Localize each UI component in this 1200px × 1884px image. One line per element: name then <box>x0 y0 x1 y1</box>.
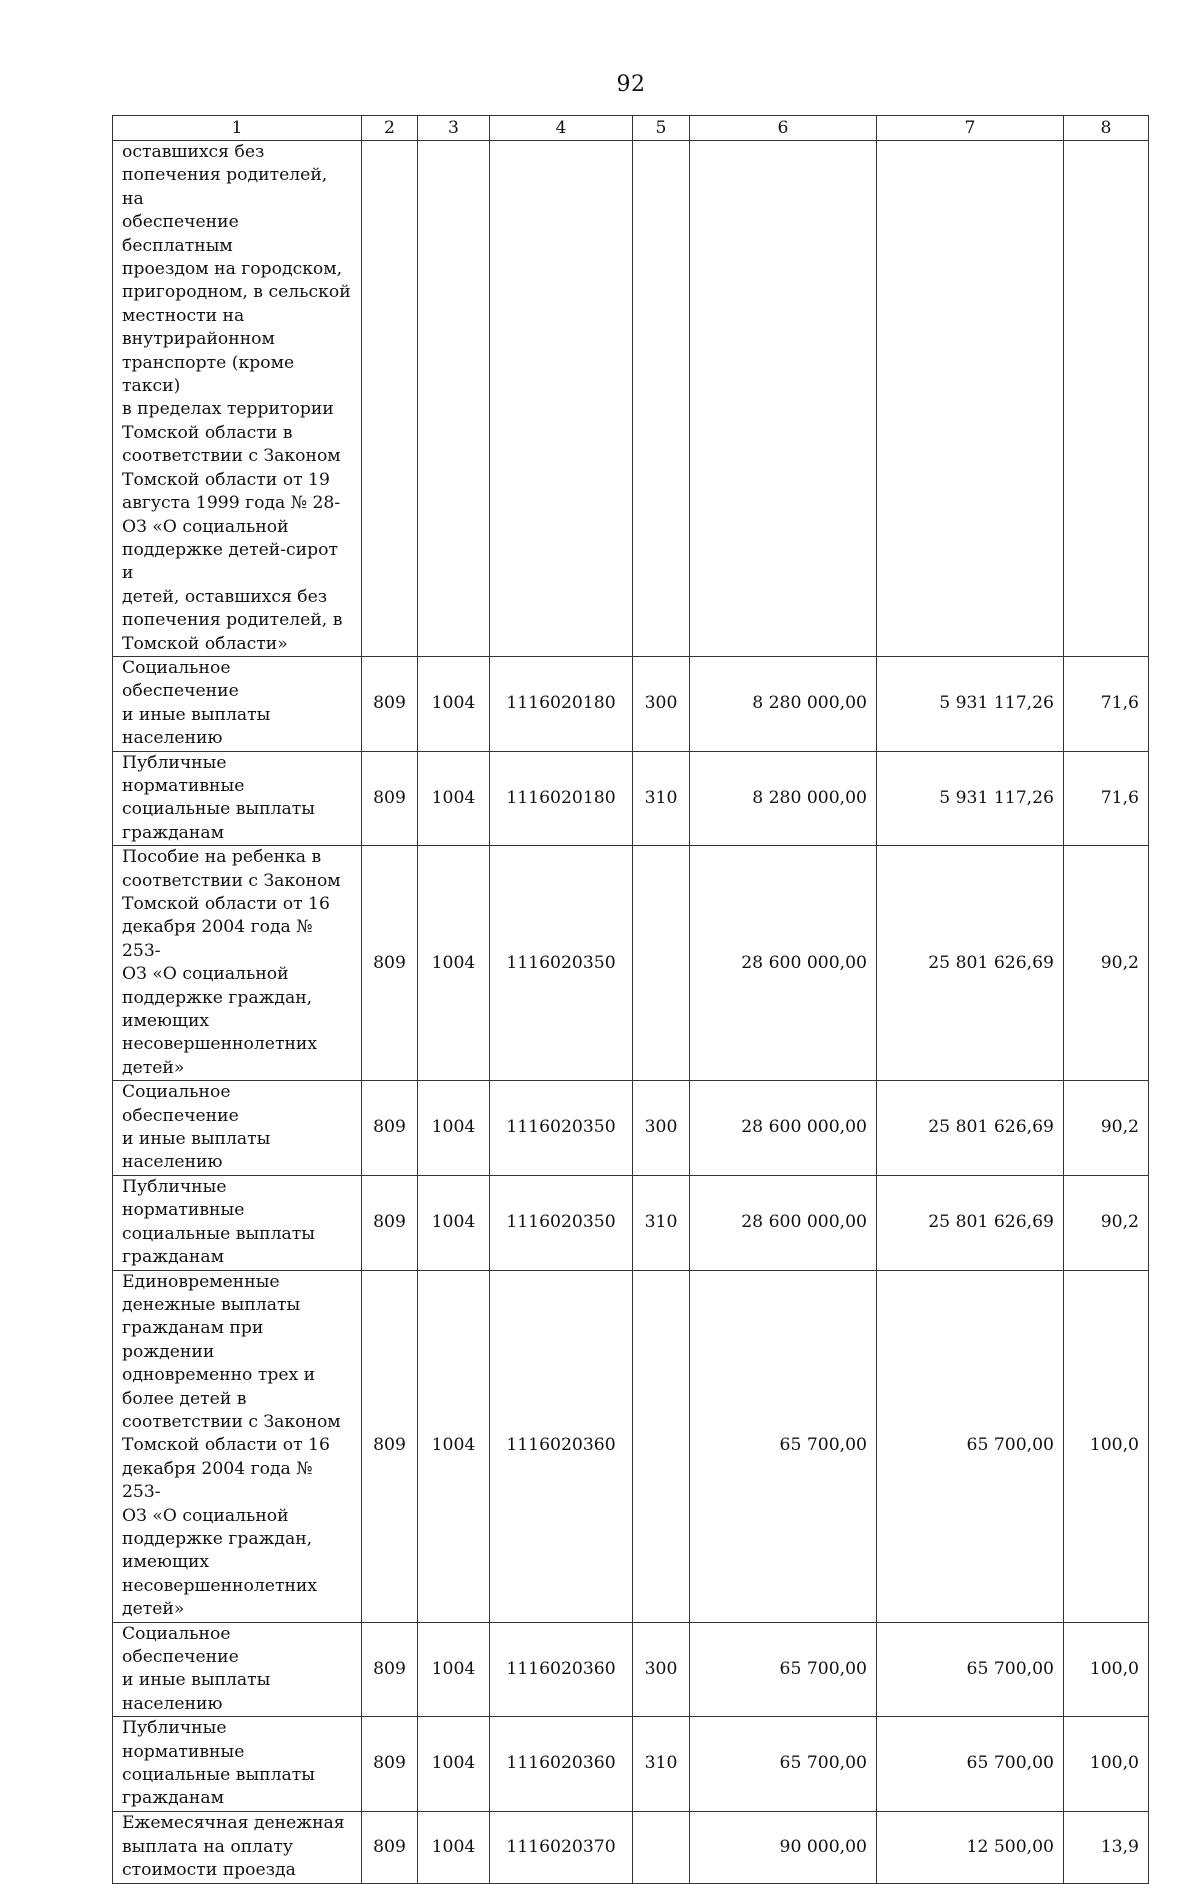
cell-col8: 90,2 <box>1064 1081 1149 1176</box>
row-description: Социальное обеспечение и иные выплаты населению <box>113 1081 362 1176</box>
table-header-row <box>113 116 1149 141</box>
cell-col7: 25 801 626,69 <box>877 1175 1064 1270</box>
budget-table <box>112 115 1149 1884</box>
cell-col6: 90 000,00 <box>690 1811 877 1883</box>
cell-col3: 1004 <box>418 846 490 1081</box>
cell-col2: 809 <box>362 656 418 751</box>
cell-col6: 65 700,00 <box>690 1717 877 1812</box>
cell-col4: 1116020350 <box>490 1081 633 1176</box>
cell-col8: 100,0 <box>1064 1622 1149 1717</box>
column-header: 8 <box>1064 116 1149 141</box>
cell-col6: 65 700,00 <box>690 1622 877 1717</box>
cell-col4: 1116020360 <box>490 1717 633 1812</box>
column-header: 5 <box>633 116 690 141</box>
cell-col8: 13,9 <box>1064 1811 1149 1883</box>
table-row <box>113 1270 1149 1622</box>
cell-col8 <box>1064 141 1149 657</box>
cell-col5 <box>633 141 690 657</box>
row-description: Публичные нормативные социальные выплаты гражданам <box>113 751 362 846</box>
row-description: Публичные нормативные социальные выплаты гражданам <box>113 1717 362 1812</box>
column-header: 7 <box>877 116 1064 141</box>
cell-col5: 310 <box>633 751 690 846</box>
cell-col4: 1116020180 <box>490 656 633 751</box>
cell-col8: 90,2 <box>1064 1175 1149 1270</box>
cell-col4: 1116020360 <box>490 1270 633 1622</box>
page-number: 92 <box>616 72 646 97</box>
cell-col6: 8 280 000,00 <box>690 751 877 846</box>
cell-col2: 809 <box>362 1175 418 1270</box>
cell-col7 <box>877 141 1064 657</box>
cell-col2 <box>362 141 418 657</box>
cell-col2: 809 <box>362 1270 418 1622</box>
cell-col3: 1004 <box>418 751 490 846</box>
cell-col2: 809 <box>362 846 418 1081</box>
cell-col6 <box>690 141 877 657</box>
cell-col7: 65 700,00 <box>877 1717 1064 1812</box>
cell-col3: 1004 <box>418 1717 490 1812</box>
row-description: Пособие на ребенка в соответствии с Законом Томской области от 16 декабря 2004 года № 253- ОЗ «О социальной поддержке граждан, имеющих несовершеннолетних детей» <box>113 846 362 1081</box>
cell-col5: 300 <box>633 1622 690 1717</box>
cell-col4: 1116020350 <box>490 846 633 1081</box>
column-header: 4 <box>490 116 633 141</box>
table-row <box>113 1622 1149 1717</box>
cell-col2: 809 <box>362 1811 418 1883</box>
cell-col2: 809 <box>362 1717 418 1812</box>
table-row <box>113 846 1149 1081</box>
cell-col6: 28 600 000,00 <box>690 846 877 1081</box>
cell-col5: 300 <box>633 656 690 751</box>
cell-col5 <box>633 1270 690 1622</box>
row-description: Единовременные денежные выплаты гражданам при рождении одновременно трех и более детей в соответствии с Законом Томской области от 16 декабря 2004 года № 253- ОЗ «О социальной поддержке граждан, имеющих несовершеннолетних детей» <box>113 1270 362 1622</box>
cell-col2: 809 <box>362 1622 418 1717</box>
table-row <box>113 1081 1149 1176</box>
cell-col3: 1004 <box>418 1081 490 1176</box>
cell-col6: 28 600 000,00 <box>690 1175 877 1270</box>
cell-col5: 300 <box>633 1081 690 1176</box>
cell-col3: 1004 <box>418 656 490 751</box>
table-row <box>113 656 1149 751</box>
row-description: Публичные нормативные социальные выплаты гражданам <box>113 1175 362 1270</box>
cell-col4 <box>490 141 633 657</box>
cell-col8: 71,6 <box>1064 751 1149 846</box>
row-description: Ежемесячная денежная выплата на оплату стоимости проезда <box>113 1811 362 1883</box>
row-description: Социальное обеспечение и иные выплаты населению <box>113 656 362 751</box>
cell-col3: 1004 <box>418 1175 490 1270</box>
table-row <box>113 141 1149 657</box>
column-header: 1 <box>113 116 362 141</box>
cell-col7: 12 500,00 <box>877 1811 1064 1883</box>
cell-col7: 65 700,00 <box>877 1622 1064 1717</box>
cell-col4: 1116020370 <box>490 1811 633 1883</box>
cell-col3: 1004 <box>418 1270 490 1622</box>
table-row <box>113 751 1149 846</box>
cell-col7: 65 700,00 <box>877 1270 1064 1622</box>
cell-col6: 65 700,00 <box>690 1270 877 1622</box>
cell-col2: 809 <box>362 751 418 846</box>
column-header: 3 <box>418 116 490 141</box>
cell-col2: 809 <box>362 1081 418 1176</box>
cell-col3 <box>418 141 490 657</box>
table-row <box>113 1811 1149 1883</box>
column-header: 6 <box>690 116 877 141</box>
cell-col7: 5 931 117,26 <box>877 656 1064 751</box>
cell-col8: 100,0 <box>1064 1270 1149 1622</box>
cell-col7: 5 931 117,26 <box>877 751 1064 846</box>
row-description: Социальное обеспечение и иные выплаты населению <box>113 1622 362 1717</box>
cell-col7: 25 801 626,69 <box>877 1081 1064 1176</box>
cell-col5: 310 <box>633 1175 690 1270</box>
column-header: 2 <box>362 116 418 141</box>
cell-col6: 28 600 000,00 <box>690 1081 877 1176</box>
cell-col6: 8 280 000,00 <box>690 656 877 751</box>
table-row <box>113 1175 1149 1270</box>
cell-col4: 1116020360 <box>490 1622 633 1717</box>
cell-col5 <box>633 1811 690 1883</box>
cell-col8: 100,0 <box>1064 1717 1149 1812</box>
cell-col5 <box>633 846 690 1081</box>
cell-col4: 1116020350 <box>490 1175 633 1270</box>
cell-col3: 1004 <box>418 1811 490 1883</box>
cell-col8: 71,6 <box>1064 656 1149 751</box>
cell-col8: 90,2 <box>1064 846 1149 1081</box>
cell-col3: 1004 <box>418 1622 490 1717</box>
cell-col4: 1116020180 <box>490 751 633 846</box>
cell-col7: 25 801 626,69 <box>877 846 1064 1081</box>
cell-col5: 310 <box>633 1717 690 1812</box>
table-row <box>113 1717 1149 1812</box>
row-description: оставшихся без попечения родителей, на обеспечение бесплатным проездом на городском, пригородном, в сельской местности на внутрирайонном транспорте (кроме такси) в пределах территории Томской области в соответствии с Законом Томской области от 19 августа 1999 года № 28- ОЗ «О социальной поддержке детей-сирот и детей, оставшихся без попечения родителей, в Томской области» <box>113 141 362 657</box>
